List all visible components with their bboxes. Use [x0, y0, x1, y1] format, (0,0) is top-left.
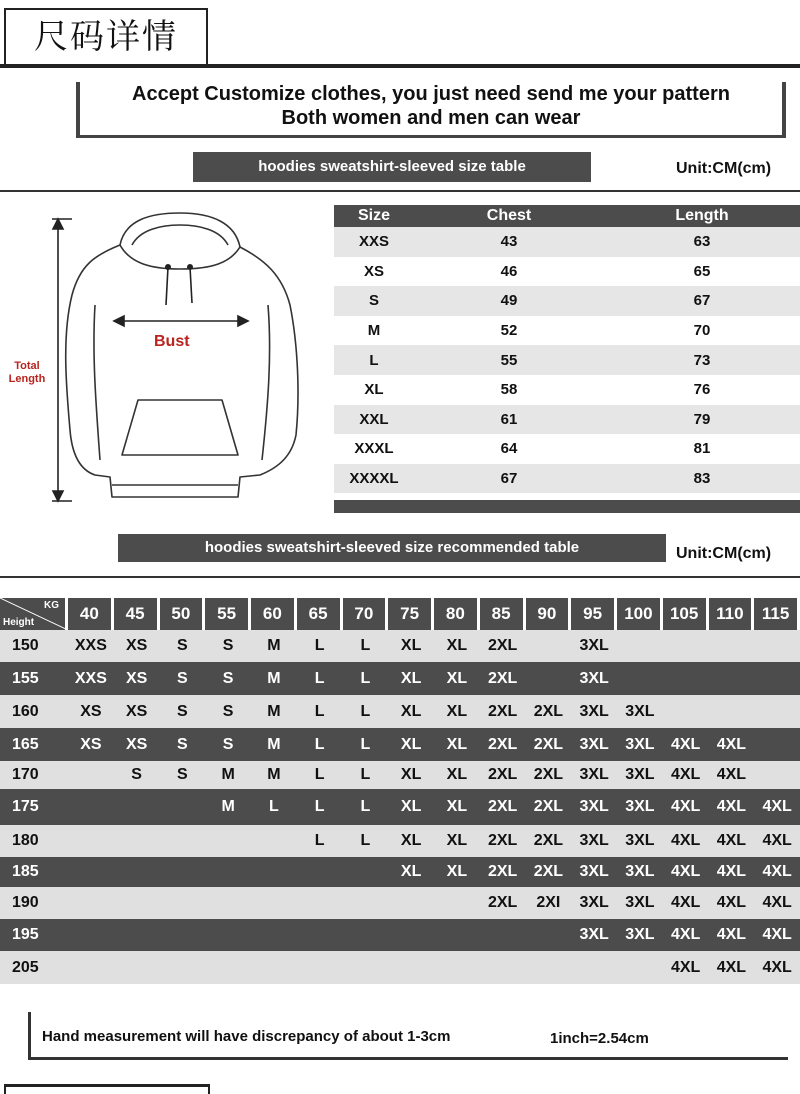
size-row: [334, 405, 800, 435]
size-recommendation-cell: 3XL: [617, 857, 663, 887]
size-recommendation-cell: 3XL: [571, 789, 617, 825]
size-recommendation-cell: [160, 951, 206, 984]
size-recommendation-cell: 3XL: [571, 662, 617, 695]
inch-conversion: 1inch=2.54cm: [550, 1030, 649, 1047]
size-recommendation-cell: [114, 825, 160, 857]
size-recommendation-cell: [68, 919, 114, 951]
next-section-box: [4, 1084, 210, 1094]
size-recommendation-cell: [160, 919, 206, 951]
size-recommendation-cell: L: [297, 825, 343, 857]
size-recommendation-cell: S: [160, 630, 206, 662]
size-cell: M: [334, 316, 414, 346]
size-recommendation-cell: [205, 887, 251, 919]
size-recommendation-cell: [663, 695, 709, 728]
recommend-table-wrap: [0, 598, 800, 984]
length-cell: 70: [604, 316, 800, 346]
height-cell: 165: [0, 728, 68, 761]
size-recommendation-cell: 3XL: [617, 887, 663, 919]
size-recommendation-cell: [68, 789, 114, 825]
size-recommendation-cell: XS: [114, 695, 160, 728]
size-recommendation-cell: [114, 857, 160, 887]
size-row: [334, 375, 800, 405]
size-recommendation-cell: [434, 887, 480, 919]
size-recommendation-cell: [343, 887, 389, 919]
size-recommendation-cell: [526, 951, 572, 984]
height-cell: 170: [0, 761, 68, 789]
size-recommendation-cell: 3XL: [617, 919, 663, 951]
recommend-table-unit: Unit:CM(cm): [676, 545, 772, 562]
size-recommendation-cell: S: [205, 695, 251, 728]
size-row: [334, 286, 800, 316]
size-recommendation-cell: XS: [68, 728, 114, 761]
size-recommendation-cell: [709, 662, 755, 695]
title-divider: [0, 64, 800, 68]
size-recommendation-cell: M: [205, 789, 251, 825]
size-recommendation-cell: L: [251, 789, 297, 825]
length-cell: 73: [604, 345, 800, 375]
size-recommendation-cell: [663, 630, 709, 662]
size-recommendation-cell: 3XL: [571, 695, 617, 728]
size-recommendation-cell: L: [297, 728, 343, 761]
size-recommendation-cell: XS: [114, 662, 160, 695]
weight-header: 50: [160, 598, 206, 630]
size-cell: XXL: [334, 405, 414, 435]
size-recommendation-cell: M: [251, 662, 297, 695]
size-recommendation-cell: [343, 951, 389, 984]
size-recommendation-cell: XL: [434, 761, 480, 789]
size-recommendation-cell: [297, 887, 343, 919]
intro-box: [76, 82, 786, 138]
size-recommendation-cell: [526, 662, 572, 695]
size-recommendation-cell: [388, 919, 434, 951]
size-recommendation-cell: XL: [434, 728, 480, 761]
size-cell: S: [334, 286, 414, 316]
size-recommendation-cell: XXS: [68, 630, 114, 662]
height-cell: 155: [0, 662, 68, 695]
size-recommendation-cell: 2XL: [480, 825, 526, 857]
height-row: [0, 825, 800, 857]
size-recommendation-cell: 4XL: [663, 857, 709, 887]
chest-cell: 67: [414, 464, 604, 494]
size-row: [334, 316, 800, 346]
length-cell: 65: [604, 257, 800, 287]
size-recommendation-cell: [114, 951, 160, 984]
size-recommendation-cell: XL: [388, 728, 434, 761]
size-recommendation-cell: 4XL: [709, 919, 755, 951]
size-recommendation-cell: S: [205, 728, 251, 761]
size-recommendation-cell: [251, 857, 297, 887]
size-recommendation-cell: [205, 857, 251, 887]
size-recommendation-cell: 4XL: [663, 761, 709, 789]
size-recommendation-cell: [434, 951, 480, 984]
size-recommendation-cell: [68, 761, 114, 789]
size-recommendation-cell: 4XL: [754, 789, 800, 825]
size-recommendation-cell: 4XL: [709, 951, 755, 984]
size-recommendation-cell: 4XL: [663, 728, 709, 761]
size-recommendation-cell: [388, 951, 434, 984]
chest-cell: 64: [414, 434, 604, 464]
size-cell: XXXXL: [334, 464, 414, 494]
size-recommendation-cell: 4XL: [709, 728, 755, 761]
weight-header: 75: [388, 598, 434, 630]
size-cell: L: [334, 345, 414, 375]
size-recommendation-cell: XXS: [68, 662, 114, 695]
size-recommendation-cell: [480, 951, 526, 984]
size-row: [334, 434, 800, 464]
size-recommendation-cell: 4XL: [663, 951, 709, 984]
size-recommendation-cell: [754, 728, 800, 761]
size-recommendation-cell: 4XL: [754, 887, 800, 919]
size-recommendation-cell: M: [251, 728, 297, 761]
size-recommendation-cell: [114, 887, 160, 919]
size-row: [334, 345, 800, 375]
size-recommendation-cell: [251, 951, 297, 984]
length-cell: 63: [604, 227, 800, 257]
size-recommendation-cell: 2XL: [480, 695, 526, 728]
size-recommendation-cell: [68, 951, 114, 984]
measurement-note: Hand measurement will have discrepancy of about 1-3cm: [42, 1028, 451, 1045]
section-divider: [0, 576, 800, 578]
size-recommendation-cell: 4XL: [754, 825, 800, 857]
size-recommendation-cell: M: [251, 630, 297, 662]
recommend-table-banner: hoodies sweatshirt-sleeved size recommended table: [118, 534, 666, 562]
size-recommendation-cell: 2XL: [526, 857, 572, 887]
size-recommendation-cell: [617, 662, 663, 695]
weight-header: 115: [754, 598, 800, 630]
size-recommendation-cell: XL: [388, 789, 434, 825]
size-recommendation-cell: L: [343, 630, 389, 662]
size-recommendation-cell: L: [297, 789, 343, 825]
size-recommendation-cell: [205, 951, 251, 984]
size-recommendation-cell: L: [343, 789, 389, 825]
size-recommendation-cell: [297, 951, 343, 984]
size-recommendation-cell: L: [297, 630, 343, 662]
size-recommendation-cell: 3XL: [617, 728, 663, 761]
weight-header: 85: [480, 598, 526, 630]
size-recommendation-cell: [388, 887, 434, 919]
height-row: [0, 695, 800, 728]
size-recommendation-cell: 4XL: [709, 825, 755, 857]
chest-cell: 55: [414, 345, 604, 375]
height-row: [0, 662, 800, 695]
size-cell: XXS: [334, 227, 414, 257]
size-recommendation-cell: 4XL: [663, 887, 709, 919]
length-cell: 79: [604, 405, 800, 435]
size-recommendation-cell: S: [205, 662, 251, 695]
chest-cell: 46: [414, 257, 604, 287]
size-recommendation-cell: [68, 857, 114, 887]
size-recommendation-cell: M: [205, 761, 251, 789]
size-cell: XXXL: [334, 434, 414, 464]
height-cell: 180: [0, 825, 68, 857]
size-recommendation-cell: [160, 789, 206, 825]
size-recommendation-cell: [663, 662, 709, 695]
intro-line-1: Accept Customize clothes, you just need send me your pattern: [132, 83, 730, 105]
size-recommendation-cell: XS: [68, 695, 114, 728]
size-recommendation-cell: 2XL: [480, 857, 526, 887]
size-recommendation-cell: 3XL: [571, 887, 617, 919]
size-row: [334, 464, 800, 494]
length-cell: 81: [604, 434, 800, 464]
size-recommendation-cell: 4XL: [754, 951, 800, 984]
size-recommendation-cell: XL: [434, 825, 480, 857]
chest-cell: 58: [414, 375, 604, 405]
size-recommendation-cell: [297, 919, 343, 951]
recommend-table-header: [0, 598, 800, 630]
size-recommendation-cell: 2XL: [526, 825, 572, 857]
recommend-table: [0, 598, 800, 984]
height-row: [0, 857, 800, 887]
size-recommendation-cell: 3XL: [617, 761, 663, 789]
size-recommendation-cell: 4XL: [754, 919, 800, 951]
size-recommendation-cell: 2XL: [526, 728, 572, 761]
size-recommendation-cell: 2XL: [526, 695, 572, 728]
size-row: [334, 227, 800, 257]
chest-cell: 52: [414, 316, 604, 346]
size-recommendation-cell: 3XL: [571, 919, 617, 951]
size-recommendation-cell: [343, 857, 389, 887]
size-recommendation-cell: 4XL: [663, 919, 709, 951]
length-cell: 76: [604, 375, 800, 405]
size-recommendation-cell: [754, 695, 800, 728]
size-recommendation-cell: 3XL: [617, 825, 663, 857]
chest-cell: 43: [414, 227, 604, 257]
size-table-banner: hoodies sweatshirt-sleeved size table: [193, 152, 591, 182]
length-cell: 67: [604, 286, 800, 316]
size-recommendation-cell: 4XL: [709, 857, 755, 887]
size-recommendation-cell: S: [160, 695, 206, 728]
size-recommendation-cell: 4XL: [754, 857, 800, 887]
col-size: Size: [334, 205, 414, 227]
weight-header: 110: [709, 598, 755, 630]
weight-header: 100: [617, 598, 663, 630]
height-cell: 175: [0, 789, 68, 825]
size-table-header: [334, 205, 800, 227]
size-recommendation-cell: L: [343, 695, 389, 728]
corner-height-label: Height: [3, 617, 35, 628]
size-recommendation-cell: XL: [388, 630, 434, 662]
size-recommendation-cell: 4XL: [709, 761, 755, 789]
corner-kg-label: KG: [44, 600, 59, 611]
size-recommendation-cell: XL: [388, 695, 434, 728]
size-recommendation-cell: 2XL: [480, 728, 526, 761]
size-table-unit: Unit:CM(cm): [676, 160, 772, 177]
height-cell: 190: [0, 887, 68, 919]
size-recommendation-cell: XS: [114, 630, 160, 662]
chest-cell: 49: [414, 286, 604, 316]
chest-cell: 61: [414, 405, 604, 435]
size-recommendation-cell: 4XL: [709, 789, 755, 825]
size-table-footer: [334, 500, 800, 513]
size-table-body: [334, 227, 800, 493]
height-row: [0, 761, 800, 789]
total-length-label: Total Length: [8, 360, 46, 385]
size-recommendation-cell: 2XL: [480, 761, 526, 789]
size-recommendation-cell: [251, 919, 297, 951]
size-recommendation-cell: [617, 951, 663, 984]
section-divider: [0, 190, 800, 192]
size-recommendation-cell: 3XL: [617, 695, 663, 728]
col-length: Length: [604, 205, 800, 227]
size-recommendation-cell: XL: [388, 825, 434, 857]
size-recommendation-cell: [754, 630, 800, 662]
weight-header: 90: [526, 598, 572, 630]
height-row: [0, 919, 800, 951]
col-chest: Chest: [414, 205, 604, 227]
height-row: [0, 630, 800, 662]
intro-line-2: Both women and men can wear: [281, 107, 581, 129]
size-row: [334, 257, 800, 287]
size-recommendation-cell: 2XL: [526, 789, 572, 825]
size-recommendation-cell: 2XL: [480, 887, 526, 919]
size-recommendation-cell: S: [160, 728, 206, 761]
size-recommendation-cell: XS: [114, 728, 160, 761]
weight-header: 55: [205, 598, 251, 630]
size-recommendation-cell: [480, 919, 526, 951]
page-title: 尺码详情: [4, 8, 208, 66]
height-cell: 185: [0, 857, 68, 887]
size-recommendation-cell: [754, 662, 800, 695]
size-recommendation-cell: [160, 857, 206, 887]
size-recommendation-cell: [114, 789, 160, 825]
size-recommendation-cell: S: [114, 761, 160, 789]
height-cell: 195: [0, 919, 68, 951]
size-recommendation-cell: XL: [388, 761, 434, 789]
size-recommendation-cell: [68, 887, 114, 919]
size-recommendation-cell: 4XL: [663, 825, 709, 857]
size-recommendation-cell: 2XL: [526, 761, 572, 789]
height-row: [0, 951, 800, 984]
weight-header: 80: [434, 598, 480, 630]
size-recommendation-cell: 2XL: [480, 630, 526, 662]
size-recommendation-cell: L: [343, 728, 389, 761]
weight-header: 40: [68, 598, 114, 630]
size-recommendation-cell: L: [297, 695, 343, 728]
size-recommendation-cell: [251, 887, 297, 919]
size-recommendation-cell: 4XL: [709, 887, 755, 919]
size-recommendation-cell: M: [251, 761, 297, 789]
size-recommendation-cell: [205, 919, 251, 951]
size-recommendation-cell: L: [297, 761, 343, 789]
size-recommendation-cell: M: [251, 695, 297, 728]
size-recommendation-cell: [434, 919, 480, 951]
weight-header: 45: [114, 598, 160, 630]
length-cell: 83: [604, 464, 800, 494]
size-recommendation-cell: 3XL: [571, 761, 617, 789]
size-recommendation-cell: [526, 630, 572, 662]
weight-header: 65: [297, 598, 343, 630]
height-cell: 150: [0, 630, 68, 662]
size-recommendation-cell: XL: [434, 789, 480, 825]
size-recommendation-cell: S: [160, 761, 206, 789]
size-recommendation-cell: L: [343, 761, 389, 789]
size-cell: XS: [334, 257, 414, 287]
weight-header: 60: [251, 598, 297, 630]
height-row: [0, 789, 800, 825]
recommend-table-body: [0, 630, 800, 984]
height-row: [0, 728, 800, 761]
size-table: [334, 205, 800, 493]
size-recommendation-cell: [571, 951, 617, 984]
size-recommendation-cell: S: [205, 630, 251, 662]
size-recommendation-cell: XL: [434, 857, 480, 887]
size-recommendation-cell: 3XL: [571, 857, 617, 887]
size-recommendation-cell: [343, 919, 389, 951]
size-recommendation-cell: L: [297, 662, 343, 695]
size-recommendation-cell: 3XL: [571, 728, 617, 761]
size-recommendation-cell: [114, 919, 160, 951]
height-row: [0, 887, 800, 919]
size-recommendation-cell: XL: [388, 857, 434, 887]
corner-cell: [0, 598, 68, 630]
size-recommendation-cell: [754, 761, 800, 789]
size-recommendation-cell: 3XL: [617, 789, 663, 825]
size-cell: XL: [334, 375, 414, 405]
size-recommendation-cell: 3XL: [571, 825, 617, 857]
size-recommendation-cell: [709, 630, 755, 662]
size-recommendation-cell: [205, 825, 251, 857]
size-recommendation-cell: S: [160, 662, 206, 695]
height-cell: 205: [0, 951, 68, 984]
size-recommendation-cell: [526, 919, 572, 951]
bust-label: Bust: [154, 333, 190, 350]
size-recommendation-cell: XL: [434, 662, 480, 695]
size-recommendation-cell: XL: [434, 630, 480, 662]
size-recommendation-cell: 2XL: [480, 662, 526, 695]
size-recommendation-cell: XL: [434, 695, 480, 728]
size-recommendation-cell: 3XL: [571, 630, 617, 662]
size-recommendation-cell: XL: [388, 662, 434, 695]
size-recommendation-cell: [160, 825, 206, 857]
size-recommendation-cell: [160, 887, 206, 919]
size-recommendation-cell: 2XL: [480, 789, 526, 825]
size-recommendation-cell: 4XL: [663, 789, 709, 825]
weight-header: 70: [343, 598, 389, 630]
weight-header: 105: [663, 598, 709, 630]
size-recommendation-cell: [617, 630, 663, 662]
size-recommendation-cell: [297, 857, 343, 887]
size-recommendation-cell: [251, 825, 297, 857]
weight-header: 95: [571, 598, 617, 630]
size-recommendation-cell: [68, 825, 114, 857]
height-cell: 160: [0, 695, 68, 728]
size-recommendation-cell: 2XI: [526, 887, 572, 919]
size-recommendation-cell: [709, 695, 755, 728]
size-recommendation-cell: L: [343, 825, 389, 857]
size-recommendation-cell: L: [343, 662, 389, 695]
